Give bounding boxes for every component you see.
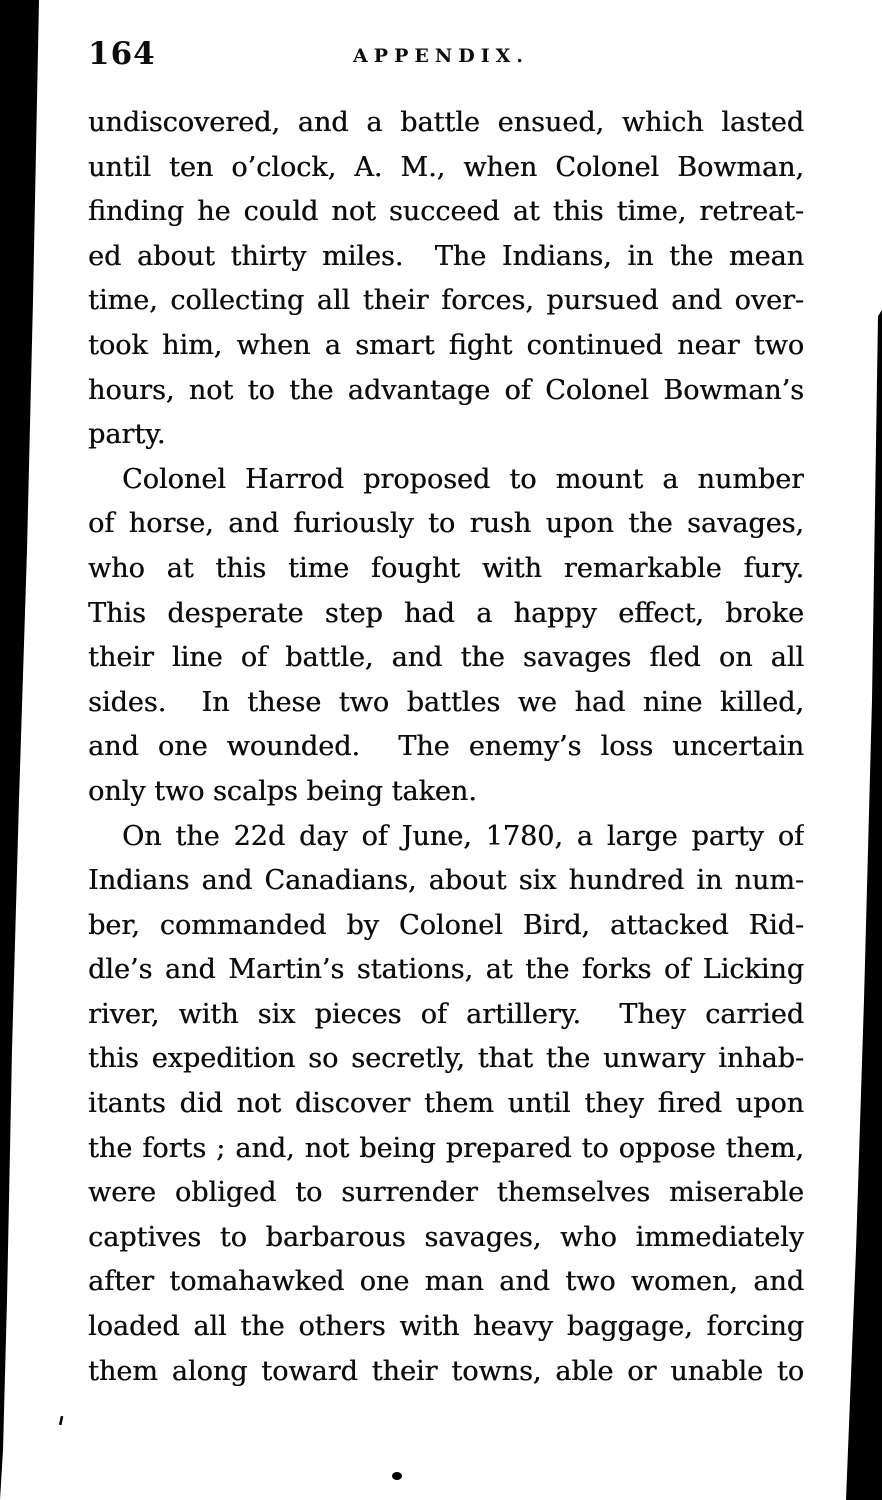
text-line: dle’s and Martin’s stations, at the forks of Licking	[88, 954, 804, 986]
text-line: river, with six pieces of artillery. They carried	[88, 998, 804, 1030]
text-line: Indians and Canadians, about six hundred in num-	[88, 865, 804, 897]
text-line: On the 22d day of June, 1780, a large party of	[122, 820, 804, 852]
text-line: were obliged to surrender themselves miserable	[88, 1177, 804, 1209]
text-line: after tomahawked one man and two women, and	[88, 1266, 804, 1298]
page-body	[88, 101, 804, 1394]
text-line: sides. In these two battles we had nine killed,	[88, 686, 804, 718]
text-line: hours, not to the advantage of Colonel Bowman’s	[88, 374, 804, 406]
text-line: and one wounded. The enemy’s loss uncertain	[88, 731, 804, 763]
ink-dot	[392, 1472, 402, 1480]
running-head: APPENDIX.	[353, 45, 529, 67]
text-line: this expedition so secretly, that the unwary inhab-	[88, 1043, 804, 1075]
text-line: undiscovered, and a battle ensued, which lasted	[88, 107, 804, 138]
text-line: took him, when a smart fight continued near two	[88, 329, 804, 361]
text-line: who at this time fought with remarkable fury.	[88, 552, 804, 584]
text-line: This desperate step had a happy effect, broke	[88, 597, 804, 629]
scan-artifact-left-gutter	[0, 0, 39, 1500]
text-line: of horse, and furiously to rush upon the savages,	[88, 508, 804, 540]
text-line: party.	[88, 419, 166, 451]
text-line: them along toward their towns, able or unable to	[88, 1355, 804, 1387]
text-line: finding he could not succeed at this time, retreat-	[88, 196, 804, 228]
text-line: itants did not discover them until they fired upon	[88, 1088, 804, 1120]
text-line: loaded all the others with heavy baggage, forcing	[88, 1311, 804, 1343]
text-line: captives to barbarous savages, who immediately	[88, 1221, 804, 1253]
text-line: Colonel Harrod proposed to mount a number	[122, 463, 804, 495]
text-line: ber, commanded by Colonel Bird, attacked Rid-	[88, 909, 804, 941]
page-number: 164	[88, 36, 156, 72]
text-line: ed about thirty miles. The Indians, in the mean	[88, 240, 804, 272]
text-line: the forts ; and, not being prepared to oppose them,	[88, 1132, 804, 1164]
text-line: until ten o’clock, A. M., when Colonel Bowman,	[88, 151, 804, 183]
ink-mark	[59, 1416, 63, 1425]
text-line: time, collecting all their forces, pursued and over-	[88, 285, 804, 317]
text-line: their line of battle, and the savages fled on all	[88, 642, 804, 674]
scan-artifact-right-edge	[846, 310, 882, 1500]
text-line: only two scalps being taken.	[88, 775, 477, 807]
